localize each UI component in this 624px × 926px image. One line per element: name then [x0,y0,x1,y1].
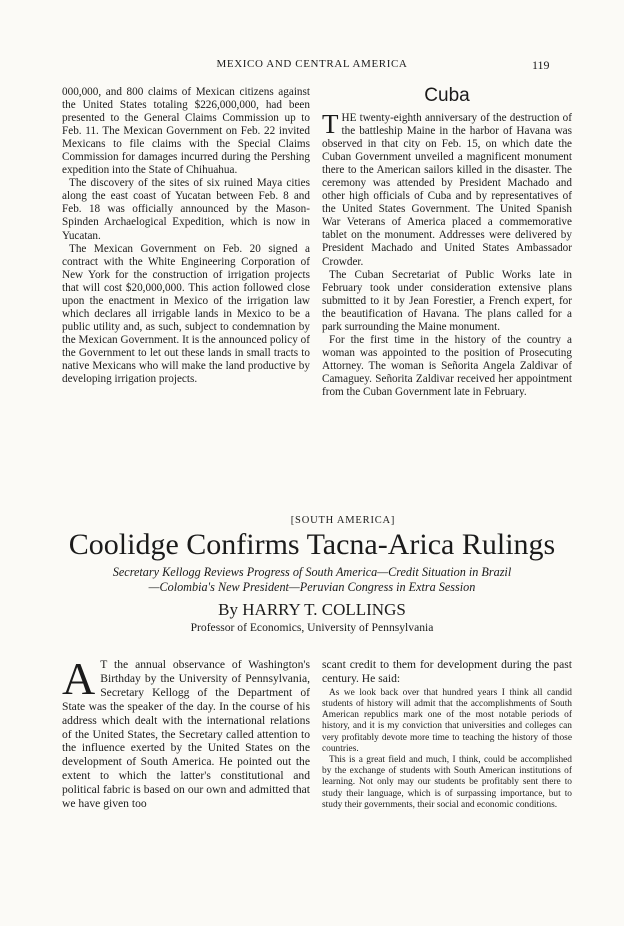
article-body-paragraph [62,653,310,811]
block-quote [322,688,572,811]
mexico-paragraph-2: The discovery of the sites of six ruined Maya cities along the east coast of Yucatan between Feb. 8 and Feb. 18 was officially announced by the Mason-Spinden Archaelogical Expedition, which is now in Yucatan. [62,177,310,242]
cuba-column [322,86,572,399]
cuba-heading: Cuba [424,85,470,106]
quote-paragraph-1: As we look back over that hundred years I think all candid students of history will admit that the accomplishments of South American republics mark one of the most notable periods of history, and it is my conviction that universities and colleges can very profitably devote more time to teaching the history of those countries. [322,687,572,754]
mexico-paragraph-3: The Mexican Government on Feb. 20 signed a contract with the White Engineering Corporation of New York for the construction of irrigation projects that will cost $20,000,000. This action followed close upon the enactment in Mexico of the irrigation law which declares all irrigable lands in Mexico to be a public utility and, as such, subject to condemnation by the Mexican Government. It is the announced policy of the Government to let out these lands in small tracts to native Mexicans who will make the land productive by developing irrigation projects. [62,242,310,386]
article-header [0,515,624,635]
article-headline: Coolidge Confirms Tacna-Arica Rulings [68,528,556,561]
author-affiliation: Professor of Economics, University of Pennsylvania [190,621,434,634]
cuba-paragraph-2: The Cuban Secretariat of Public Works late in February took under consideration extensive plans submitted to it by Jean Forestier, a French expert, for the beautification of Havana. The plans called for a park surrounding the Maine monument. [322,268,572,333]
running-title: MEXICO AND CENTRAL AMERICA [216,58,408,70]
article-drop-cap: A [62,653,96,704]
cuba-paragraph-3: For the first time in the history of the country a woman was appointed to the position of Prosecuting Attorney. The woman is Señorita Angela Zaldivar of Camaguey. Señorita Zaldivar received her appointment from the Cuban Government late in February. [322,333,572,398]
mexico-column [62,86,310,386]
quote-paragraph-2: This is a great field and much, I think, could be accomplished by the exchange of students with South American institutions of learning. Not only may our students be profitably sent there to study their language, which is of surpassing importance, but to study their governments, their social and economic conditions. [322,755,572,810]
page-number: 119 [532,58,550,72]
article-body-text: T the annual observance of Washington's Birthday by the University of Pennsylvania, Secretary Kellogg of the Department of State was the speaker of the day. In the course of his address which dealt with the international relations of the United States, the Secretary called attention to the influence exerted by the United States on the development of South America. He pointed out the extent to which the latter's constitutional and political fabric is based on our own and admitted that we have given too [62,658,310,811]
byline: By HARRY T. COLLINGS [218,600,406,619]
dek-line-2: —Colombia's New President—Peruvian Congress in Extra Session [148,580,476,594]
article-column-right [322,658,572,811]
article-continuation: scant credit to them for development during the past century. He said: [322,658,572,685]
dek-line-1: Secretary Kellogg Reviews Progress of South America—Credit Situation in Brazil [112,565,512,579]
article-dek [0,565,624,595]
article-column-left [62,653,310,811]
section-tag: [SOUTH AMERICA] [290,515,396,526]
running-header [0,58,624,74]
cuba-paragraph-1 [322,109,572,269]
cuba-paragraph-1-text: HE twenty-eighth anniversary of the destruction of the battleship Maine in the harbor of Havana was observed in that city on Feb. 15, on which date the Cuban Government unveiled a magnificent monument there to the American sailors killed in the disaster. The ceremony was attended by President Machado and other high officials of Cuba and by representatives of the United States Government. The United Spanish War Veterans of America placed a commemorative tablet on the monument. Addresses were delivered by President Machado and United States Ambassador Crowder. [322,112,572,268]
mexico-paragraph-1: 000,000, and 800 claims of Mexican citizens against the United States totaling $226,000,000, had been presented to the General Claims Commission up to Feb. 11. The Mexican Government on Feb. 22 invited Mexicans to file claims with the Special Claims Commission for damages incurred during the Pershing expedition into the State of Chihuahua. [62,86,310,177]
cuba-drop-cap: T [322,109,339,139]
